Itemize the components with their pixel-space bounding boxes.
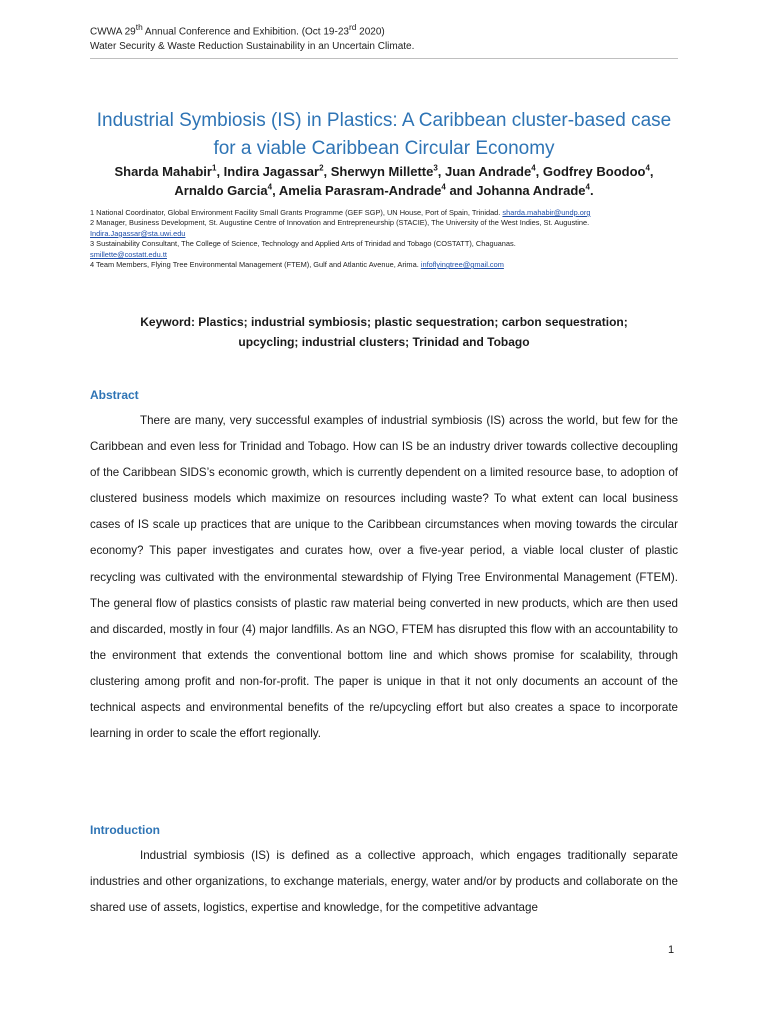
affiliation-text: 4 Team Members, Flying Tree Environmental Management (FTEM), Gulf and Atlantic Avenue, Arima. — [90, 260, 421, 270]
affiliation-line — [90, 229, 690, 239]
author-affiliation-number: 4 — [645, 163, 650, 173]
affiliation-email-link[interactable]: Indira.Jagassar@sta.uwi.edu — [90, 228, 186, 238]
author-affiliation-number: 4 — [441, 182, 446, 192]
author-name: Indira Jagassar — [223, 164, 320, 179]
author-separator: , — [216, 164, 224, 179]
author-name: Sherwyn Millette — [330, 164, 434, 179]
author-separator: and — [445, 183, 477, 198]
affiliation-line — [90, 250, 690, 260]
author-separator: . — [589, 183, 594, 198]
abstract-heading: Abstract — [90, 388, 139, 402]
affiliation-text: 2 Manager, Business Development, St. Augustine Centre of Innovation and Entrepreneurship (STACIE), The University of the West Indies, St. Augustine. — [90, 218, 590, 228]
author-affiliation-number: 3 — [433, 163, 438, 173]
author-name: Godfrey Boodoo — [542, 164, 646, 179]
author-affiliation-number: 4 — [585, 182, 590, 192]
theme-line: Water Security & Waste Reduction Sustainability in an Uncertain Climate. — [90, 41, 415, 53]
affiliation-email-link[interactable]: infoflyingtree@gmail.com — [420, 260, 504, 270]
conference-line: CWWA 29th Annual Conference and Exhibition. (Oct 19-23rd 2020) — [90, 22, 385, 38]
author-affiliation-number: 4 — [267, 182, 273, 192]
affiliation-line — [90, 239, 690, 249]
introduction-heading: Introduction — [90, 823, 160, 837]
page-number: 1 — [668, 944, 675, 956]
author-name: Arnaldo Garcia — [174, 183, 268, 198]
affiliation-line — [90, 208, 690, 218]
abstract-text: There are many, very successful examples of industrial symbiosis (IS) across the world, but few for the Caribbean and even less for Trinidad and Tobago. How can IS be an industry driver towards collective decoupling of the Caribbean SIDS’s economic growth, which is currently dependent on a limited resource base, to adoption of clustered business models which maximize on resources including waste? To what extent can local business cases of IS scale up practices that are unique to the Caribbean circumstances when moving towards the circular economy? This paper investigates and curates how, over a five-year period, a viable local cluster of plastic recycling was cultivated with the environmental stewardship of Flying Tree Environmental Management (FTEM). The general flow of plastics consists of plastic raw material being converted in new products, which are then used and discarded, mostly in four (4) major landfills. As an NGO, FTEM has disrupted this flow with an accountability to the environment that extends the conventional bottom line and which shows promise for scalability, through clustering among profit and non-for-profit. The paper is unique in that it not only documents an account of the technical aspects and environmental benefits of the re/upcycling effort but also creates a space to incorporate learning in order to scale the effort regionally. — [90, 414, 678, 741]
header-divider — [90, 58, 678, 59]
affiliations — [90, 208, 690, 270]
author-separator: , — [323, 164, 331, 179]
running-header — [90, 20, 414, 54]
author-affiliation-number: 4 — [531, 163, 536, 173]
introduction-text: Industrial symbiosis (IS) is defined as a collective approach, which engages traditionally separate industries and other organizations, to exchange materials, energy, water and/or by products and collaborate on the shared use of assets, logistics, expertise and knowledge, for the competitive advantage — [90, 849, 678, 915]
paper-title: Industrial Symbiosis (IS) in Plastics: A Caribbean cluster-based case for a viable Caribbean Circular Economy — [96, 110, 672, 159]
author-list — [90, 162, 678, 200]
affiliation-email-link[interactable]: sharda.mahabir@undp.org — [502, 208, 591, 217]
author-name: Johanna Andrade — [476, 183, 586, 198]
keywords: Keyword: Plastics; industrial symbiosis; plastic sequestration; carbon sequestration; upcycling; industrial clusters; Trinidad and Tobago — [140, 315, 628, 349]
author-name: Juan Andrade — [445, 164, 532, 179]
author-affiliation-number: 2 — [319, 163, 324, 173]
affiliation-email-link[interactable]: smillette@costatt.edu.tt — [90, 249, 167, 259]
affiliation-line — [90, 260, 690, 270]
author-name: Amelia Parasram-Andrade — [278, 183, 442, 198]
affiliation-text: 3 Sustainability Consultant, The College of Science, Technology and Applied Arts of Trinidad and Tobago (COSTATT), Chaguanas. — [90, 239, 516, 249]
author-affiliation-number: 1 — [211, 163, 217, 173]
author-separator: , — [437, 164, 446, 179]
author-separator: , — [535, 164, 543, 179]
author-separator: , — [272, 183, 279, 198]
author-separator: , — [649, 164, 654, 179]
affiliation-line — [90, 218, 690, 228]
affiliation-text: 1 National Coordinator, Global Environment Facility Small Grants Programme (GEF SGP), UN House, Port of Spain, Trinidad. — [90, 208, 503, 217]
author-name: Sharda Mahabir — [114, 164, 212, 179]
